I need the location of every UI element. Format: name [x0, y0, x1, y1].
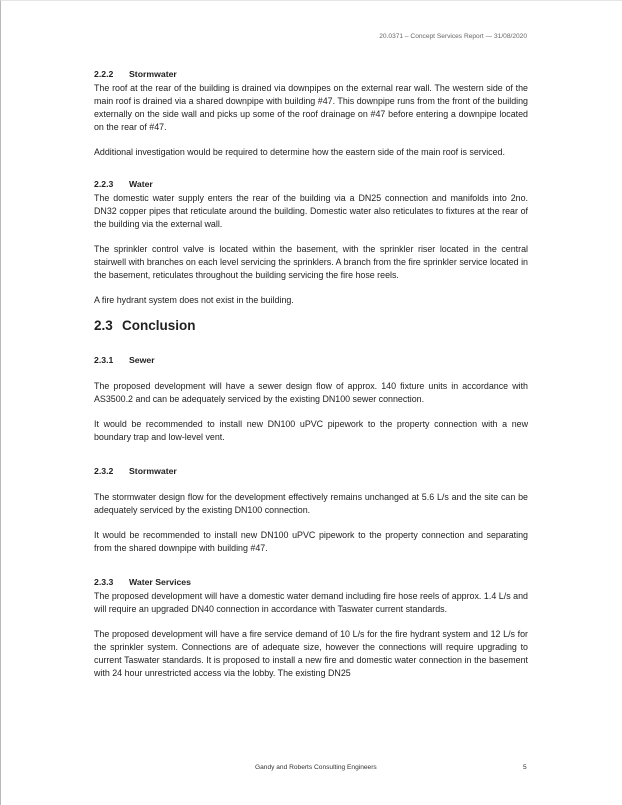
paragraph: It would be recommended to install new DN100 uPVC pipework to the property connection and separating from the shared downpipe with building #47. — [94, 530, 528, 553]
section-title: Stormwater — [129, 466, 177, 476]
heading-2-2-2 — [94, 69, 528, 79]
paragraph: The proposed development will have a domestic water demand including fire hose reels of approx. 1.4 L/s and will require an upgraded DN40 connection in accordance with Taswater current standards. — [94, 591, 528, 614]
section-number: 2.3 — [94, 318, 113, 333]
paragraph: Additional investigation would be required to determine how the eastern side of the main roof is serviced. — [94, 147, 505, 157]
heading-2-2-3 — [94, 179, 528, 189]
heading-2-3-2 — [94, 466, 528, 476]
section-title: Stormwater — [129, 69, 177, 79]
section-number: 2.3.2 — [94, 466, 114, 476]
paragraph: The domestic water supply enters the rear of the building via a DN25 connection and manifolds into 2no. DN32 copper pipes that reticulate around the building. Domestic water also reticulates to fixtures at the rear of the building via the external wall. — [94, 193, 528, 229]
paragraph: The roof at the rear of the building is drained via downpipes on the external rear wall. The western side of the main roof is drained via a shared downpipe with building #47. This downpipe runs from the front of the building externally on the side wall and picks up some of the roof drainage on #47 before entering a downpipe located on the rear of #47. — [94, 83, 528, 132]
paragraph: The sprinkler control valve is located within the basement, with the sprinkler riser located in the central stairwell with branches on each level servicing the sprinklers. A branch from the fire sprinkler service located in the basement, reticulates throughout the building servicing the fire hose reels. — [94, 244, 528, 280]
page-content — [94, 63, 528, 680]
heading-2-3-3 — [94, 577, 528, 587]
section-title: Conclusion — [122, 318, 196, 333]
section-title: Water Services — [129, 577, 191, 587]
paragraph: The proposed development will have a fire service demand of 10 L/s for the fire hydrant system and 12 L/s for the sprinkler system. Connections are of adequate size, however the connections will require upgrading to current Taswater standards. It is proposed to install a new fire and domestic water connection in the basement with 24 hour unrestricted access via the lobby. The existing DN25 — [94, 629, 528, 678]
paragraph: It would be recommended to install new DN100 uPVC pipework to the property connection with a new boundary trap and low-level vent. — [94, 419, 528, 442]
section-number: 2.2.2 — [94, 69, 114, 79]
running-header: 20.0371 – Concept Services Report — 31/08/2020 — [379, 33, 527, 40]
page-number: 5 — [523, 764, 527, 771]
heading-2-3 — [94, 318, 528, 333]
section-number: 2.3.3 — [94, 577, 114, 587]
heading-2-3-1 — [94, 355, 528, 365]
section-number: 2.3.1 — [94, 355, 114, 365]
paragraph: The stormwater design flow for the development effectively remains unchanged at 5.6 L/s and the site can be adequately serviced by the existing DN100 connection. — [94, 492, 528, 515]
paragraph: The proposed development will have a sewer design flow of approx. 140 fixture units in accordance with AS3500.2 and can be adequately serviced by the existing DN100 sewer connection. — [94, 381, 528, 404]
paragraph: A fire hydrant system does not exist in the building. — [94, 295, 294, 305]
section-title: Sewer — [129, 355, 155, 365]
section-number: 2.2.3 — [94, 179, 114, 189]
footer-company: Gandy and Roberts Consulting Engineers — [255, 764, 377, 771]
section-title: Water — [129, 179, 153, 189]
